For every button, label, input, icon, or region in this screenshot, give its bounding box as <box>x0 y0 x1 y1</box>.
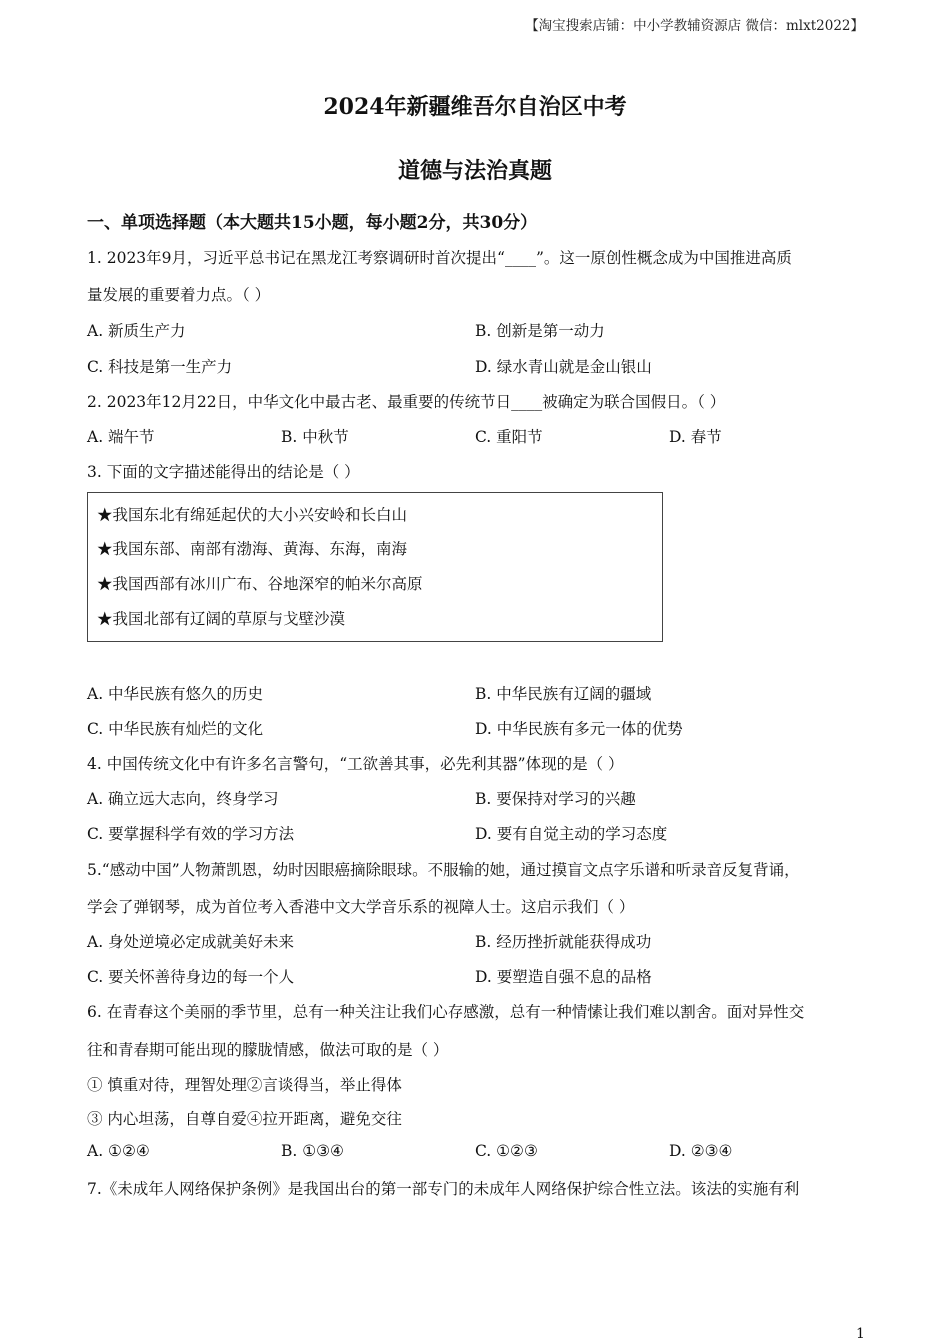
option-c[interactable]: C. 要关怀善待身边的每一个人 <box>87 968 295 986</box>
option-c[interactable]: C. 重阳节 <box>475 428 543 446</box>
question-stem: 1. 2023年9月，习近平总书记在黑龙江考察调研时首次提出“____”。这一原创性概念成为中国推进高质 <box>87 249 792 267</box>
option-b[interactable]: B. ①③④ <box>281 1142 344 1160</box>
option-a[interactable]: A. 身处逆境必定成就美好未来 <box>87 933 295 951</box>
material-box <box>87 492 663 642</box>
option-b[interactable]: B. 中秋节 <box>281 428 349 446</box>
material-item: ★我国东部、南部有渤海、黄海、东海，南海 <box>97 540 408 558</box>
question-stem: 6. 在青春这个美丽的季节里，总有一种关注让我们心存感激，总有一种情愫让我们难以割舍。面对异性交 <box>87 1003 805 1021</box>
question-stem: 3. 下面的文字描述能得出的结论是（ ） <box>87 463 360 481</box>
option-c[interactable]: C. 中华民族有灿烂的文化 <box>87 720 264 738</box>
option-d[interactable]: D. 中华民族有多元一体的优势 <box>475 720 683 738</box>
option-b[interactable]: B. 创新是第一动力 <box>475 322 605 340</box>
option-b[interactable]: B. 要保持对学习的兴趣 <box>475 790 636 808</box>
question-stem: 2. 2023年12月22日，中华文化中最古老、最重要的传统节日____被确定为联合国假日。（ ） <box>87 393 726 411</box>
exam-title: 2024年新疆维吾尔自治区中考 <box>323 94 627 120</box>
option-a[interactable]: A. 中华民族有悠久的历史 <box>87 685 264 703</box>
statement-list: ③ 内心坦荡，自尊自爱④拉开距离，避免交往 <box>87 1110 402 1128</box>
question-stem: 4. 中国传统文化中有许多名言警句，“工欲善其事，必先利其器”体现的是（ ） <box>87 755 624 773</box>
option-b[interactable]: B. 中华民族有辽阔的疆域 <box>475 685 652 703</box>
option-d[interactable]: D. 要有自觉主动的学习态度 <box>475 825 668 843</box>
option-a[interactable]: A. 端午节 <box>87 428 155 446</box>
material-item: ★我国西部有冰川广布、谷地深窄的帕米尔高原 <box>97 575 423 593</box>
option-b[interactable]: B. 经历挫折就能获得成功 <box>475 933 652 951</box>
option-d[interactable]: D. ②③④ <box>669 1142 733 1160</box>
option-a[interactable]: A. 确立远大志向，终身学习 <box>87 790 279 808</box>
header-note: 【淘宝搜索店铺：中小学教辅资源店 微信：mlxt2022】 <box>525 18 864 34</box>
option-d[interactable]: D. 春节 <box>669 428 722 446</box>
option-d[interactable]: D. 绿水青山就是金山银山 <box>475 358 652 376</box>
material-item: ★我国北部有辽阔的草原与戈壁沙漠 <box>97 610 346 628</box>
option-c[interactable]: C. ①②③ <box>475 1142 538 1160</box>
question-stem: 学会了弹钢琴，成为首位考入香港中文大学音乐系的视障人士。这启示我们（ ） <box>87 898 635 916</box>
material-item: ★我国东北有绵延起伏的大小兴安岭和长白山 <box>97 506 408 524</box>
statement-list: ① 慎重对待，理智处理②言谈得当，举止得体 <box>87 1076 402 1094</box>
option-d[interactable]: D. 要塑造自强不息的品格 <box>475 968 652 986</box>
exam-subtitle: 道德与法治真题 <box>397 158 552 184</box>
page-number: 1 <box>856 1326 865 1342</box>
option-a[interactable]: A. ①②④ <box>87 1142 150 1160</box>
question-stem: 7.《未成年人网络保护条例》是我国出台的第一部专门的未成年人网络保护综合性立法。该法的实施有利 <box>87 1180 800 1198</box>
question-stem: 5.“感动中国”人物萧凯恩，幼时因眼癌摘除眼球。不服输的她，通过摸盲文点字乐谱和听录音反复背诵， <box>87 861 800 879</box>
option-a[interactable]: A. 新质生产力 <box>87 322 186 340</box>
option-c[interactable]: C. 科技是第一生产力 <box>87 358 233 376</box>
option-c[interactable]: C. 要掌握科学有效的学习方法 <box>87 825 295 843</box>
question-stem: 往和青春期可能出现的朦胧情感，做法可取的是（ ） <box>87 1041 449 1059</box>
question-stem: 量发展的重要着力点。（ ） <box>87 286 271 304</box>
section-title: 一、单项选择题（本大题共15小题，每小题2分，共30分） <box>87 213 538 233</box>
